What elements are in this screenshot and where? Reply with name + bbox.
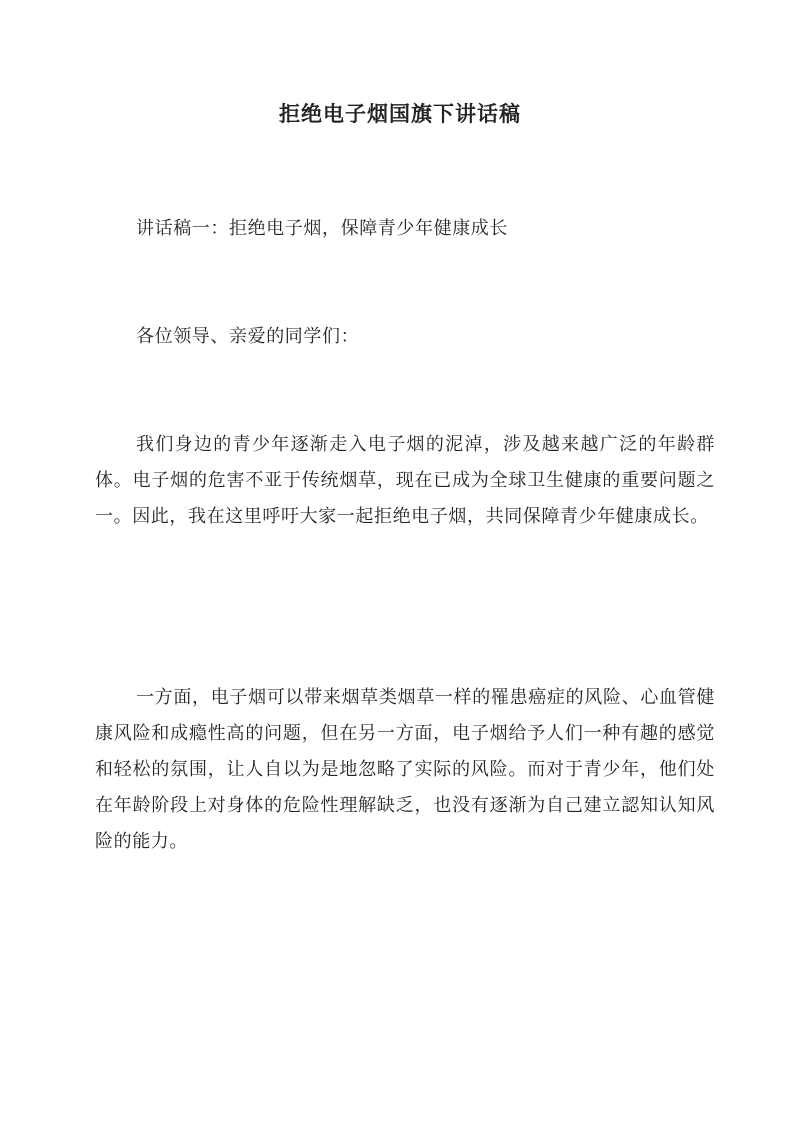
greeting-line: 各位领导、亲爱的同学们： — [136, 326, 360, 347]
document-title: 拒绝电子烟国旗下讲话稿 — [279, 101, 521, 126]
speech-subheading: 讲话稿一：拒绝电子烟，保障青少年健康成长 — [136, 218, 508, 239]
body-paragraph-1: 我们身边的青少年逐渐走入电子烟的泥淖，涉及越来越广泛的年龄群体。电子烟的危害不亚于传统烟草，现在已成为全球卫生健康的重要问题之一。因此，我在这里呼吁大家一起拒绝电子烟，共同保障青少年健康成长。 — [95, 434, 715, 527]
body-paragraph-2: 一方面，电子烟可以带来烟草类烟草一样的罹患癌症的风险、心血管健康风险和成瘾性高的问题，但在另一方面，电子烟给予人们一种有趣的感觉和轻松的氛围，让人自以为是地忽略了实际的风险。而对于青少年，他们处在年龄阶段上对身体的危险性理解缺乏，也没有逐渐为自己建立認知认知风险的能力。 — [95, 687, 715, 852]
